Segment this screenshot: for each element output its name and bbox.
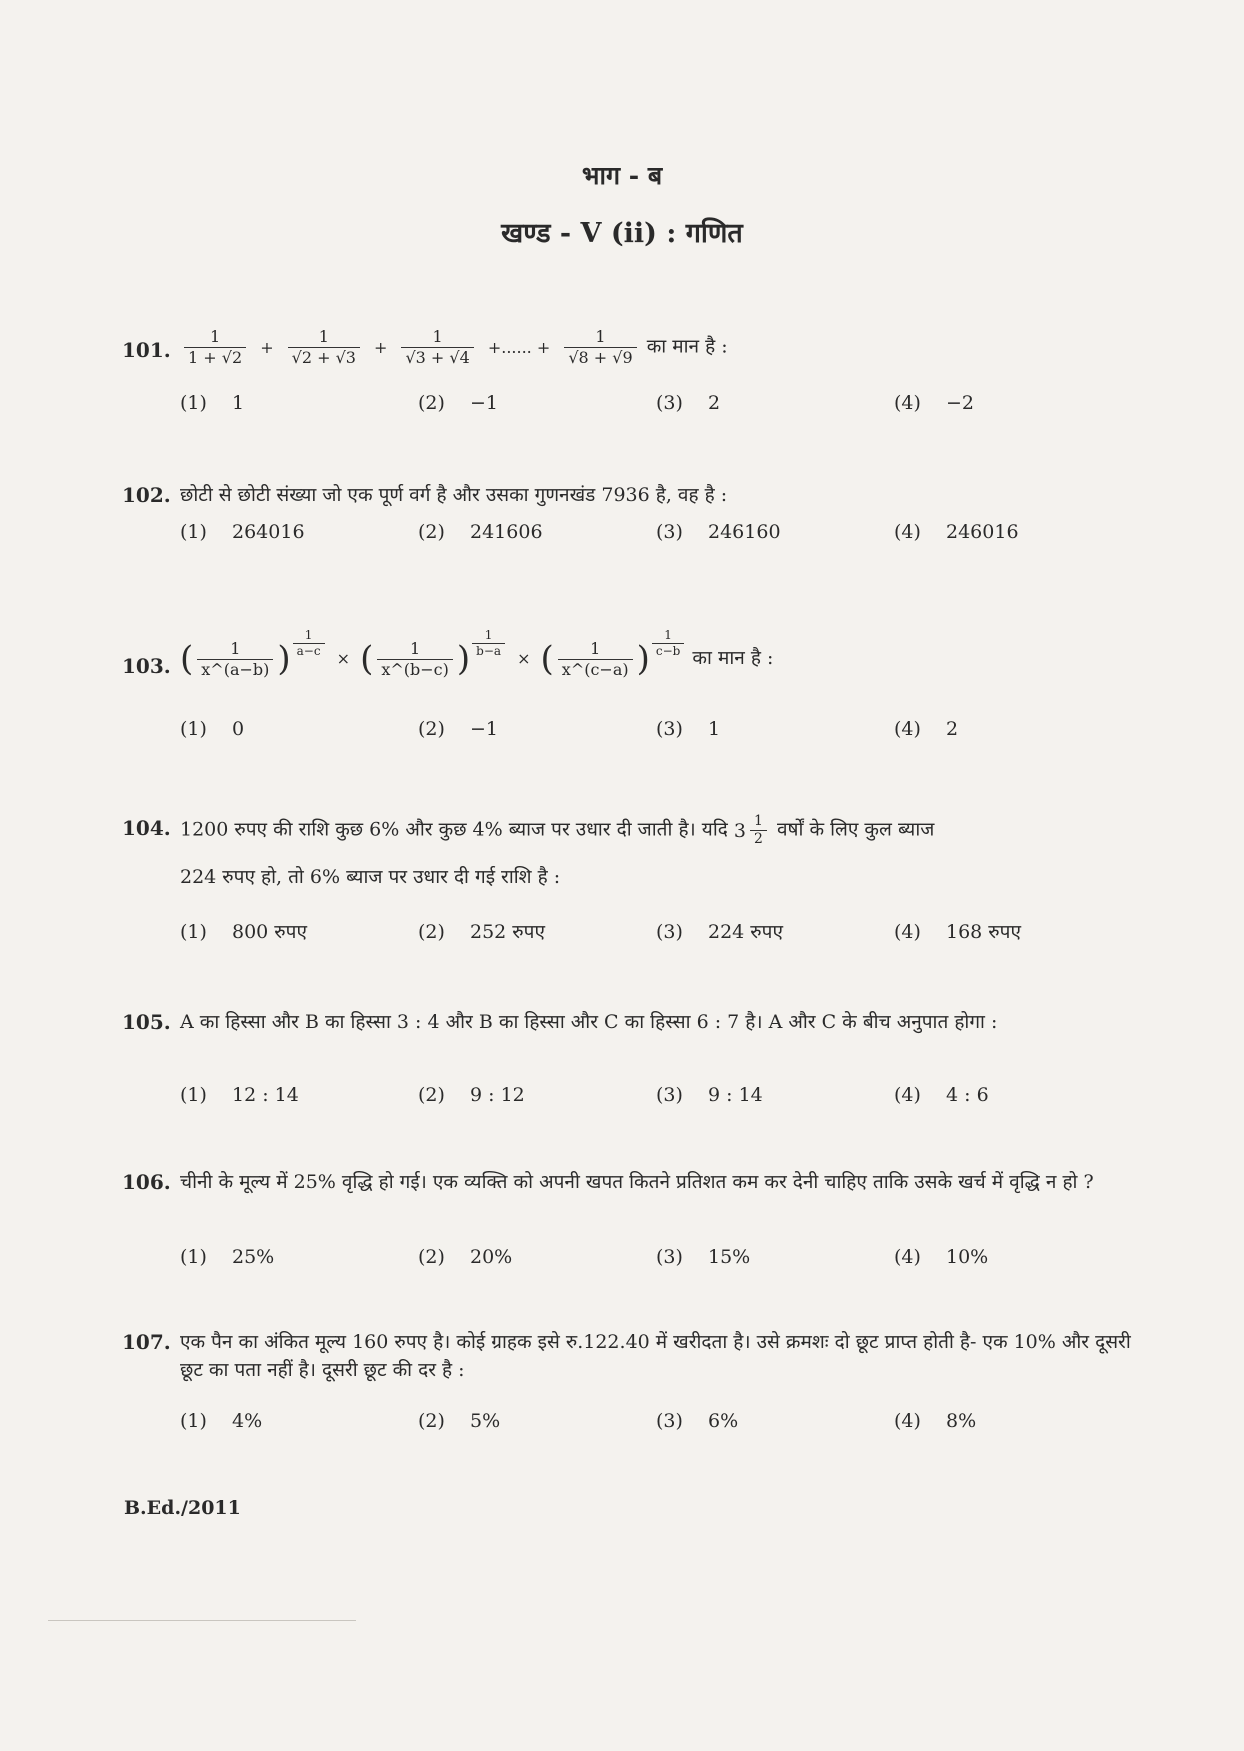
options-104 bbox=[180, 918, 1080, 948]
option-4[interactable]: (4) 10% bbox=[894, 1246, 989, 1268]
question-expression bbox=[180, 328, 1142, 367]
open-paren: ( bbox=[180, 639, 194, 679]
options-102 bbox=[180, 521, 1080, 551]
question-number: 105. bbox=[122, 1010, 171, 1034]
option-3[interactable]: (3) 1 bbox=[656, 718, 721, 740]
option-3[interactable]: (3) 15% bbox=[656, 1246, 751, 1268]
question-text: चीनी के मूल्य में 25% वृद्धि हो गई। एक व्यक्ति को अपनी खपत कितने प्रतिशत कम कर देनी चाहिए ताकि उसके खर्च में वृद्धि न हो ? bbox=[180, 1171, 1094, 1193]
question-text: एक पैन का अंकित मूल्य 160 रुपए है। कोई ग्राहक इसे रु.122.40 में खरीदता है। उसे क्रमशः दो छूट प्राप्त होती है- एक 10% और दूसरी छूट का पता नहीं है। दूसरी छूट की दर है : bbox=[180, 1331, 1131, 1381]
numerator: 1 bbox=[230, 638, 241, 658]
denominator: x^(a−b) bbox=[197, 659, 273, 679]
question-103 bbox=[122, 622, 1142, 681]
open-paren: ( bbox=[360, 639, 374, 679]
ellipsis: +...... + bbox=[487, 337, 551, 357]
option-4[interactable]: (4) 8% bbox=[894, 1410, 977, 1432]
denominator: 1 + √2 bbox=[184, 347, 246, 367]
question-102 bbox=[122, 481, 1142, 509]
page-divider bbox=[48, 1620, 356, 1621]
question-number: 103. bbox=[122, 654, 171, 678]
option-2[interactable]: (2) −1 bbox=[418, 718, 499, 740]
option-1[interactable]: (1) 1 bbox=[180, 392, 245, 414]
question-number: 101. bbox=[122, 338, 171, 362]
exponent bbox=[650, 622, 686, 666]
numerator: 1 bbox=[590, 638, 601, 658]
denominator: 2 bbox=[750, 830, 767, 847]
plus-sign: + bbox=[374, 337, 388, 357]
option-3[interactable]: (3) 224 रुपए bbox=[656, 921, 783, 943]
exponent bbox=[470, 622, 507, 666]
denominator: x^(c−a) bbox=[558, 659, 633, 679]
base-fraction bbox=[377, 640, 453, 679]
question-text: छोटी से छोटी संख्या जो एक पूर्ण वर्ग है और उसका गुणनखंड 7936 है, वह है : bbox=[180, 484, 728, 506]
numerator: 1 bbox=[753, 813, 763, 829]
options-103 bbox=[180, 718, 1080, 748]
base-fraction bbox=[197, 640, 273, 679]
options-106 bbox=[180, 1246, 1080, 1276]
plus-sign: + bbox=[260, 337, 274, 357]
question-105 bbox=[122, 1008, 1142, 1036]
option-2[interactable]: (2) 252 रुपए bbox=[418, 921, 545, 943]
option-1[interactable]: (1) 4% bbox=[180, 1410, 263, 1432]
mixed-fraction bbox=[734, 814, 771, 847]
question-101 bbox=[122, 328, 1142, 367]
exp-denominator: c−b bbox=[652, 643, 684, 658]
times-sign: × bbox=[517, 649, 531, 668]
option-4[interactable]: (4) 246016 bbox=[894, 521, 1019, 543]
question-text: A का हिस्सा और B का हिस्सा 3 : 4 और B का हिस्सा और C का हिस्सा 6 : 7 है। A और C के बीच अनुपात होगा : bbox=[180, 1011, 998, 1033]
part-heading: भाग - ब bbox=[581, 161, 663, 190]
question-text bbox=[180, 814, 1142, 847]
question-text-part: वर्षों के लिए कुल ब्याज bbox=[776, 818, 935, 841]
close-paren: ) bbox=[277, 639, 291, 679]
denominator: √3 + √4 bbox=[401, 347, 473, 367]
exp-denominator: a−c bbox=[293, 643, 325, 658]
exp-numerator: 1 bbox=[304, 628, 313, 642]
question-expression bbox=[180, 622, 1142, 681]
numerator: 1 bbox=[209, 327, 221, 346]
options-107 bbox=[180, 1410, 1080, 1440]
close-paren: ) bbox=[636, 639, 650, 679]
base-fraction bbox=[558, 640, 633, 679]
question-text-part: 1200 रुपए की राशि कुछ 6% और कुछ 4% ब्याज पर उधार दी जाती है। यदि bbox=[180, 818, 728, 841]
question-107 bbox=[122, 1328, 1142, 1384]
option-3[interactable]: (3) 2 bbox=[656, 392, 721, 414]
option-4[interactable]: (4) 168 रुपए bbox=[894, 921, 1021, 943]
question-tail: का मान है : bbox=[646, 335, 728, 358]
question-104 bbox=[122, 814, 1142, 891]
denominator: x^(b−c) bbox=[377, 659, 453, 679]
denominator: √2 + √3 bbox=[288, 347, 360, 367]
question-number: 102. bbox=[122, 483, 171, 507]
option-4[interactable]: (4) −2 bbox=[894, 392, 975, 414]
option-1[interactable]: (1) 800 रुपए bbox=[180, 921, 307, 943]
fraction-term bbox=[401, 328, 473, 367]
open-paren: ( bbox=[540, 639, 554, 679]
question-text-line2: 224 रुपए हो, तो 6% ब्याज पर उधार दी गई राशि है : bbox=[180, 866, 561, 888]
close-paren: ) bbox=[456, 639, 471, 679]
question-number: 107. bbox=[122, 1330, 171, 1354]
question-number: 104. bbox=[122, 816, 171, 840]
fraction-term bbox=[564, 328, 636, 367]
times-sign: × bbox=[336, 649, 351, 668]
exp-numerator: 1 bbox=[664, 628, 672, 642]
question-106 bbox=[122, 1168, 1142, 1196]
option-2[interactable]: (2) −1 bbox=[418, 392, 499, 414]
numerator: 1 bbox=[410, 638, 421, 658]
option-1[interactable]: (1) 0 bbox=[180, 718, 245, 740]
option-2[interactable]: (2) 20% bbox=[418, 1246, 513, 1268]
option-1[interactable]: (1) 25% bbox=[180, 1246, 275, 1268]
exp-denominator: b−a bbox=[472, 643, 505, 658]
option-4[interactable]: (4) 2 bbox=[894, 718, 959, 740]
option-3[interactable]: (3) 246160 bbox=[656, 521, 781, 543]
option-3[interactable]: (3) 9 : 14 bbox=[656, 1084, 763, 1106]
option-2[interactable]: (2) 241606 bbox=[418, 521, 543, 543]
section-heading: खण्ड - V (ii) : गणित bbox=[501, 218, 743, 249]
option-4[interactable]: (4) 4 : 6 bbox=[894, 1084, 989, 1106]
exponent bbox=[291, 622, 327, 666]
footer-code: B.Ed./2011 bbox=[124, 1497, 241, 1519]
numerator: 1 bbox=[432, 327, 443, 346]
numerator: 1 bbox=[318, 327, 329, 346]
option-2[interactable]: (2) 5% bbox=[418, 1410, 501, 1432]
option-1[interactable]: (1) 264016 bbox=[180, 521, 305, 543]
options-101 bbox=[180, 392, 1080, 422]
fraction-term bbox=[288, 328, 360, 367]
fraction-term bbox=[184, 328, 246, 367]
option-2[interactable]: (2) 9 : 12 bbox=[418, 1084, 525, 1106]
option-3[interactable]: (3) 6% bbox=[656, 1410, 739, 1432]
options-105 bbox=[180, 1084, 1080, 1114]
exp-numerator: 1 bbox=[484, 628, 493, 642]
denominator: √8 + √9 bbox=[564, 347, 636, 367]
numerator: 1 bbox=[595, 327, 606, 346]
whole-part: 3 bbox=[733, 819, 746, 842]
question-tail: का मान है : bbox=[692, 647, 774, 669]
option-1[interactable]: (1) 12 : 14 bbox=[180, 1084, 299, 1106]
question-number: 106. bbox=[122, 1170, 171, 1194]
